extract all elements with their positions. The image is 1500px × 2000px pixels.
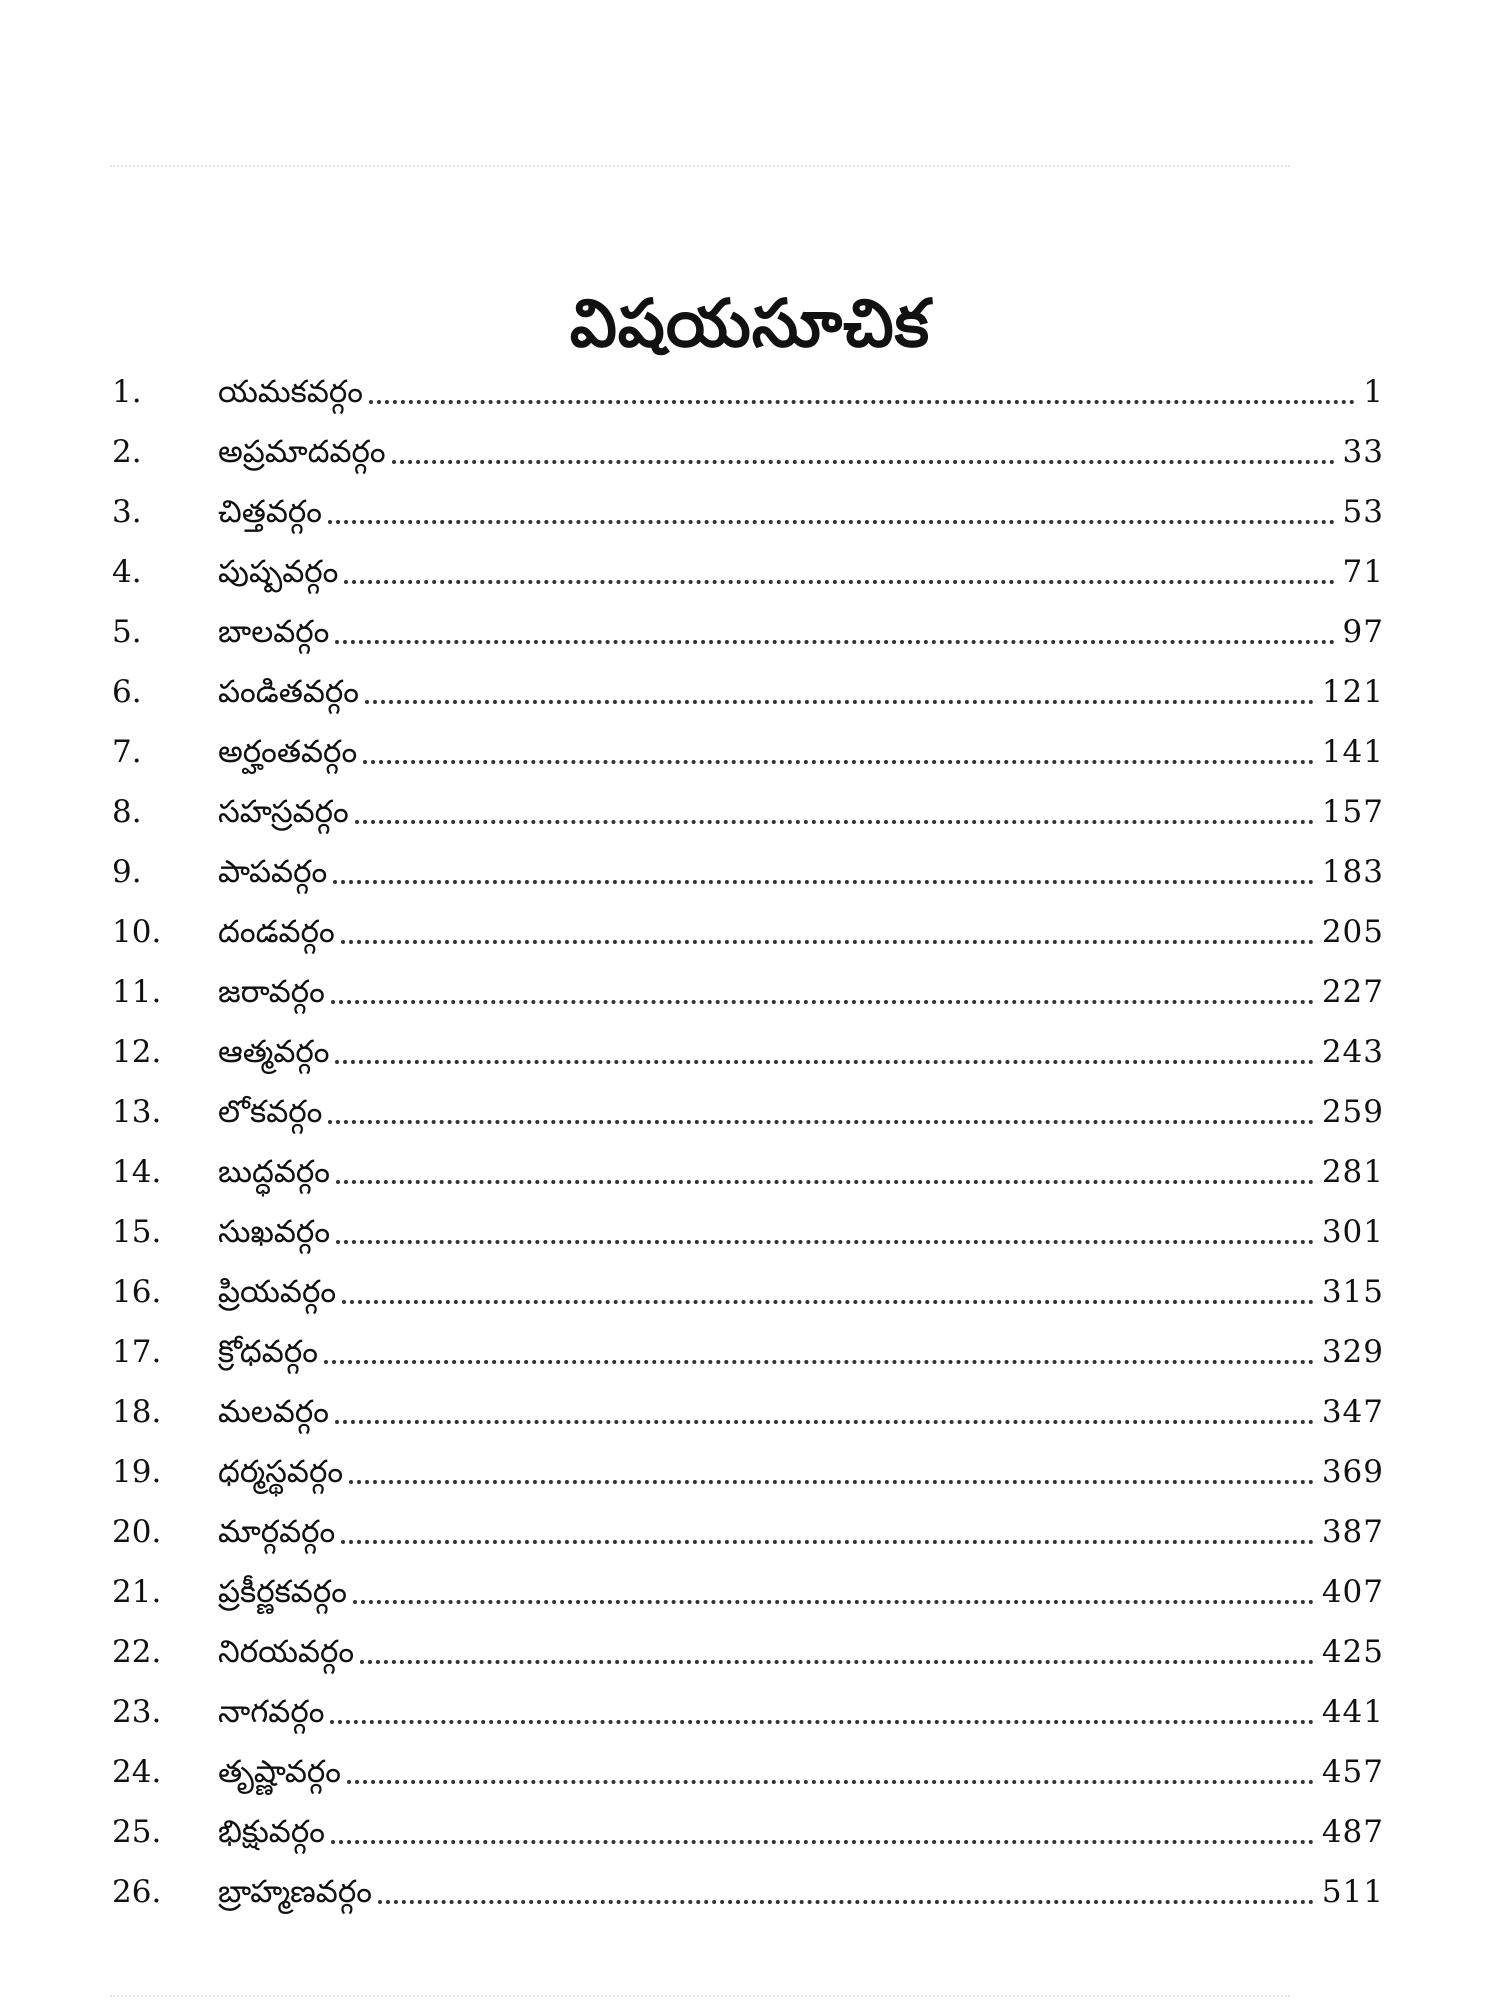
toc-entry-number: 25.	[112, 1814, 162, 1850]
toc-entry-number: 21.	[112, 1574, 162, 1610]
toc-entry-title: సహస్రవర్గం	[218, 794, 349, 830]
toc-dot-leader	[333, 880, 1314, 884]
toc-dot-leader	[355, 820, 1314, 824]
toc-entry-page: 259	[1321, 1094, 1384, 1130]
toc-entry-title: అర్హంతవర్గం	[218, 734, 358, 770]
toc-entry	[112, 542, 1384, 602]
toc-dot-leader	[378, 1900, 1314, 1904]
toc-entry-page: 121	[1321, 674, 1384, 710]
toc-dot-leader	[324, 1360, 1314, 1364]
toc-dot-leader	[360, 1660, 1314, 1664]
toc-entry-title: క్రోధవర్గం	[218, 1334, 318, 1370]
toc-entry-number: 11.	[112, 974, 162, 1010]
toc-entry-title: దండవర్గం	[218, 914, 335, 950]
toc-dot-leader	[365, 700, 1314, 704]
page-title: విషయసూచిక	[569, 285, 931, 363]
toc-entry-number: 9.	[112, 854, 142, 890]
toc-entry-number: 12.	[112, 1034, 162, 1070]
toc-entry-page: 425	[1321, 1634, 1384, 1670]
toc-entry	[112, 962, 1384, 1022]
toc-entry-number: 2.	[112, 434, 142, 470]
toc-entry	[112, 1562, 1384, 1622]
toc-entry-number: 7.	[112, 734, 142, 770]
toc-dot-leader	[331, 1000, 1314, 1004]
toc-entry-page: 281	[1321, 1154, 1384, 1190]
toc-entry-title: ప్రియవర్గం	[218, 1274, 337, 1310]
toc-entry-title: యమకవర్గం	[218, 374, 363, 410]
toc-entry-page: 407	[1321, 1574, 1384, 1610]
toc-dot-leader	[392, 460, 1335, 464]
toc-dot-leader	[363, 760, 1314, 764]
toc-entry-number: 16.	[112, 1274, 162, 1310]
toc-entry-page: 97	[1342, 614, 1384, 650]
toc-entry-page: 141	[1321, 734, 1384, 770]
toc-entry-title: సుఖవర్గం	[218, 1214, 331, 1250]
toc-entry-number: 17.	[112, 1334, 162, 1370]
toc-entry-page: 71	[1342, 554, 1384, 590]
toc-entry	[112, 782, 1384, 842]
toc-entry	[112, 1262, 1384, 1322]
toc-dot-leader	[341, 940, 1314, 944]
toc-entry-title: ప్రకీర్ణకవర్గం	[218, 1574, 347, 1610]
toc-entry-number: 20.	[112, 1514, 162, 1550]
toc-entry-title: చిత్తవర్గం	[218, 494, 323, 530]
toc-entry-title: భిక్షువర్గం	[218, 1814, 325, 1850]
toc-entry-number: 8.	[112, 794, 142, 830]
toc-entry-title: బాలవర్గం	[218, 614, 330, 650]
toc-entry	[112, 1082, 1384, 1142]
toc-entry	[112, 1142, 1384, 1202]
toc-entry-page: 347	[1321, 1394, 1384, 1430]
toc-dot-leader	[328, 520, 1335, 524]
toc-entry-number: 26.	[112, 1874, 162, 1910]
toc-entry-title: నిరయవర్గం	[218, 1634, 355, 1670]
toc-entry	[112, 842, 1384, 902]
toc-entry-title: జరావర్గం	[218, 974, 325, 1010]
toc-entry	[112, 722, 1384, 782]
toc-entry	[112, 1742, 1384, 1802]
toc-entry-page: 301	[1321, 1214, 1384, 1250]
toc-entry-number: 4.	[112, 554, 142, 590]
toc-dot-leader	[335, 1420, 1314, 1424]
toc-entry-title: నాగవర్గం	[218, 1694, 325, 1730]
toc-entry-number: 19.	[112, 1454, 162, 1490]
bottom-divider	[110, 1995, 1290, 1997]
toc-entry	[112, 1202, 1384, 1262]
toc-entry-number: 24.	[112, 1754, 162, 1790]
toc-entry-title: పాపవర్గం	[218, 854, 328, 890]
toc-entry-title: బుద్ధవర్గం	[218, 1154, 331, 1190]
toc-entry-page: 487	[1321, 1814, 1384, 1850]
toc-entry-page: 315	[1321, 1274, 1384, 1310]
toc-entry	[112, 1442, 1384, 1502]
toc-entry-title: మలవర్గం	[218, 1394, 329, 1430]
toc-entry-title: లోకవర్గం	[218, 1094, 323, 1130]
toc-entry	[112, 1802, 1384, 1862]
toc-entry-page: 243	[1321, 1034, 1384, 1070]
toc-entry	[112, 602, 1384, 662]
toc-entry-number: 13.	[112, 1094, 162, 1130]
toc-entry-number: 10.	[112, 914, 162, 950]
toc-entry-page: 329	[1321, 1334, 1384, 1370]
toc-entry-title: పండితవర్గం	[218, 674, 359, 710]
toc-entry-number: 18.	[112, 1394, 162, 1430]
toc-dot-leader	[341, 1540, 1314, 1544]
toc-entry-title: ధర్మస్థవర్గం	[218, 1454, 344, 1490]
toc-dot-leader	[369, 400, 1355, 404]
toc-entry-title: మార్గవర్గం	[218, 1514, 336, 1550]
toc-entry-page: 1	[1363, 374, 1384, 410]
toc-entry-title: పుష్పవర్గం	[218, 554, 339, 590]
toc-entry-number: 22.	[112, 1634, 162, 1670]
toc-entry-page: 205	[1321, 914, 1384, 950]
table-of-contents	[112, 362, 1384, 1922]
toc-entry-number: 3.	[112, 494, 142, 530]
toc-dot-leader	[330, 1720, 1313, 1724]
toc-entry-page: 457	[1321, 1754, 1384, 1790]
toc-dot-leader	[347, 1780, 1314, 1784]
toc-entry-number: 5.	[112, 614, 142, 650]
toc-entry-title: తృష్ణావర్గం	[218, 1754, 342, 1790]
top-divider	[110, 165, 1290, 167]
toc-entry	[112, 1622, 1384, 1682]
toc-dot-leader	[335, 640, 1334, 644]
toc-entry-number: 14.	[112, 1154, 162, 1190]
toc-entry	[112, 1382, 1384, 1442]
toc-entry-page: 53	[1342, 494, 1384, 530]
toc-entry	[112, 902, 1384, 962]
toc-dot-leader	[342, 1300, 1314, 1304]
toc-entry	[112, 1682, 1384, 1742]
toc-entry-page: 157	[1321, 794, 1384, 830]
toc-entry-number: 15.	[112, 1214, 162, 1250]
toc-entry	[112, 1862, 1384, 1922]
toc-entry-page: 387	[1321, 1514, 1384, 1550]
toc-entry-title: బ్రాహ్మణవర్గం	[218, 1874, 372, 1910]
toc-dot-leader	[349, 1480, 1314, 1484]
toc-entry-number: 23.	[112, 1694, 162, 1730]
toc-entry	[112, 482, 1384, 542]
toc-dot-leader	[335, 1060, 1313, 1064]
toc-entry-page: 183	[1321, 854, 1384, 890]
toc-entry-number: 1.	[112, 374, 142, 410]
toc-dot-leader	[336, 1240, 1314, 1244]
toc-dot-leader	[336, 1180, 1314, 1184]
toc-dot-leader	[331, 1840, 1314, 1844]
toc-entry	[112, 422, 1384, 482]
toc-entry-page: 369	[1321, 1454, 1384, 1490]
toc-entry-number: 6.	[112, 674, 142, 710]
toc-entry	[112, 1502, 1384, 1562]
toc-entry-title: ఆత్మవర్గం	[218, 1034, 330, 1070]
toc-entry-page: 227	[1321, 974, 1384, 1010]
toc-entry	[112, 362, 1384, 422]
toc-dot-leader	[353, 1600, 1314, 1604]
toc-entry-page: 441	[1321, 1694, 1384, 1730]
toc-dot-leader	[328, 1120, 1313, 1124]
toc-entry	[112, 662, 1384, 722]
toc-entry	[112, 1322, 1384, 1382]
toc-dot-leader	[344, 580, 1334, 584]
toc-entry-page: 511	[1321, 1874, 1384, 1910]
toc-entry-page: 33	[1342, 434, 1384, 470]
toc-entry-title: అప్రమాదవర్గం	[218, 434, 386, 470]
toc-entry	[112, 1022, 1384, 1082]
